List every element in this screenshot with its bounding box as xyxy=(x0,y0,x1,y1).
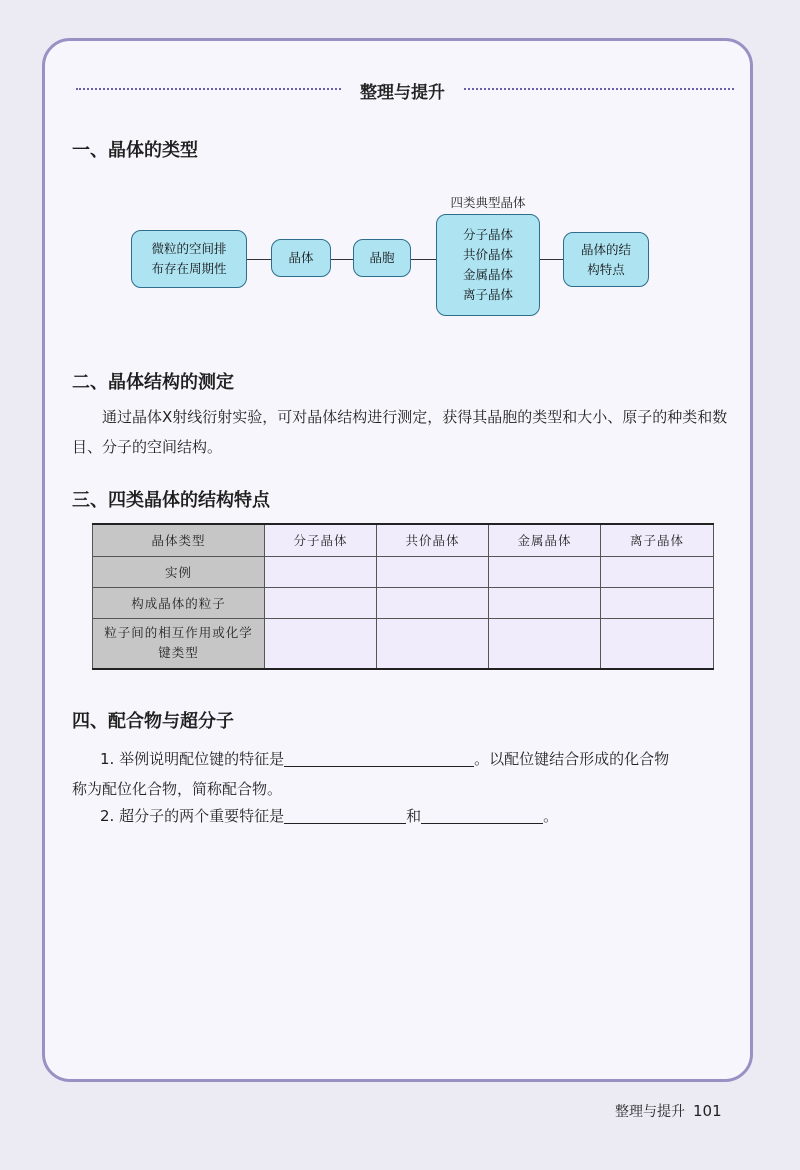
dotted-rule-left xyxy=(76,88,341,90)
section-3-heading: 三、四类晶体的结构特点 xyxy=(72,490,270,511)
row-label-examples: 实例 xyxy=(93,556,265,587)
table-row xyxy=(93,556,714,587)
section-2-paragraph xyxy=(72,402,734,462)
table-cell[interactable] xyxy=(265,618,377,669)
table-cell[interactable] xyxy=(601,556,714,587)
type-metallic: 金属晶体 xyxy=(462,267,513,282)
table-cell[interactable] xyxy=(265,556,377,587)
page-footer xyxy=(615,1101,722,1121)
periodic-arrangement-line2: 布存在周期性 xyxy=(151,261,227,276)
structure-features-line2: 构特点 xyxy=(587,261,625,277)
question-2-end: 。 xyxy=(543,807,559,825)
section-4-heading: 四、配合物与超分子 xyxy=(72,711,234,732)
type-ionic: 离子晶体 xyxy=(462,287,513,302)
connector-3 xyxy=(411,259,436,260)
section-1-heading: 一、晶体的类型 xyxy=(72,140,198,161)
question-2 xyxy=(100,801,558,831)
periodic-arrangement-line1: 微粒的空间排 xyxy=(151,241,227,256)
table-cell[interactable] xyxy=(489,587,601,618)
connector-1 xyxy=(247,259,271,260)
unit-cell-box xyxy=(353,239,411,277)
question-1 xyxy=(100,744,669,774)
connector-4 xyxy=(540,259,563,260)
page-number: 101 xyxy=(693,1102,722,1120)
type-covalent: 共价晶体 xyxy=(462,247,513,262)
crystal-label: 晶体 xyxy=(288,250,314,265)
table-cell[interactable] xyxy=(377,587,489,618)
header-ionic: 离子晶体 xyxy=(601,524,714,556)
table-cell[interactable] xyxy=(377,556,489,587)
footer-label: 整理与提升 xyxy=(615,1104,685,1120)
row-label-interactions: 粒子间的相互作用或化学键类型 xyxy=(93,618,265,669)
header-crystal-type: 晶体类型 xyxy=(93,524,265,556)
structure-features-box xyxy=(563,232,649,287)
answer-blank-3[interactable] xyxy=(421,805,543,824)
page-title: 整理与提升 xyxy=(360,83,445,103)
connector-2 xyxy=(331,259,353,260)
section-2-heading: 二、晶体结构的测定 xyxy=(72,372,234,393)
table-cell[interactable] xyxy=(489,556,601,587)
dotted-rule-right xyxy=(464,88,734,90)
four-crystal-types-box xyxy=(436,214,540,316)
four-crystal-types-label: 四类典型晶体 xyxy=(450,195,526,210)
crystal-box xyxy=(271,239,331,277)
section-header xyxy=(76,78,734,103)
crystal-features-table xyxy=(92,523,714,670)
table-cell[interactable] xyxy=(601,587,714,618)
question-1-line2: 称为配位化合物，简称配合物。 xyxy=(72,780,283,798)
header-metallic: 金属晶体 xyxy=(489,524,601,556)
table-row xyxy=(93,587,714,618)
row-label-particles: 构成晶体的粒子 xyxy=(93,587,265,618)
section-2-text: 通过晶体X射线衍射实验，可对晶体结构进行测定，获得其晶胞的类型和大小、原子的种类和数目、分子的空间结构。 xyxy=(72,408,728,456)
question-2-conjunction: 和 xyxy=(406,807,422,825)
table-header-row xyxy=(93,524,714,556)
header-molecular: 分子晶体 xyxy=(265,524,377,556)
table-cell[interactable] xyxy=(377,618,489,669)
structure-features-line1: 晶体的结 xyxy=(580,241,631,257)
header-covalent: 共价晶体 xyxy=(377,524,489,556)
question-1-prompt: 1. 举例说明配位键的特征是 xyxy=(100,750,285,768)
answer-blank-2[interactable] xyxy=(284,805,406,824)
answer-blank-1[interactable] xyxy=(284,748,474,767)
table-row xyxy=(93,618,714,669)
periodic-arrangement-box xyxy=(131,230,247,288)
question-1-continuation: 。以配位键结合形成的化合物 xyxy=(474,750,670,768)
table-cell[interactable] xyxy=(601,618,714,669)
table-cell[interactable] xyxy=(489,618,601,669)
unit-cell-label: 晶胞 xyxy=(369,250,395,265)
table-cell[interactable] xyxy=(265,587,377,618)
type-molecular: 分子晶体 xyxy=(462,227,513,242)
question-2-prompt: 2. 超分子的两个重要特征是 xyxy=(100,807,285,825)
